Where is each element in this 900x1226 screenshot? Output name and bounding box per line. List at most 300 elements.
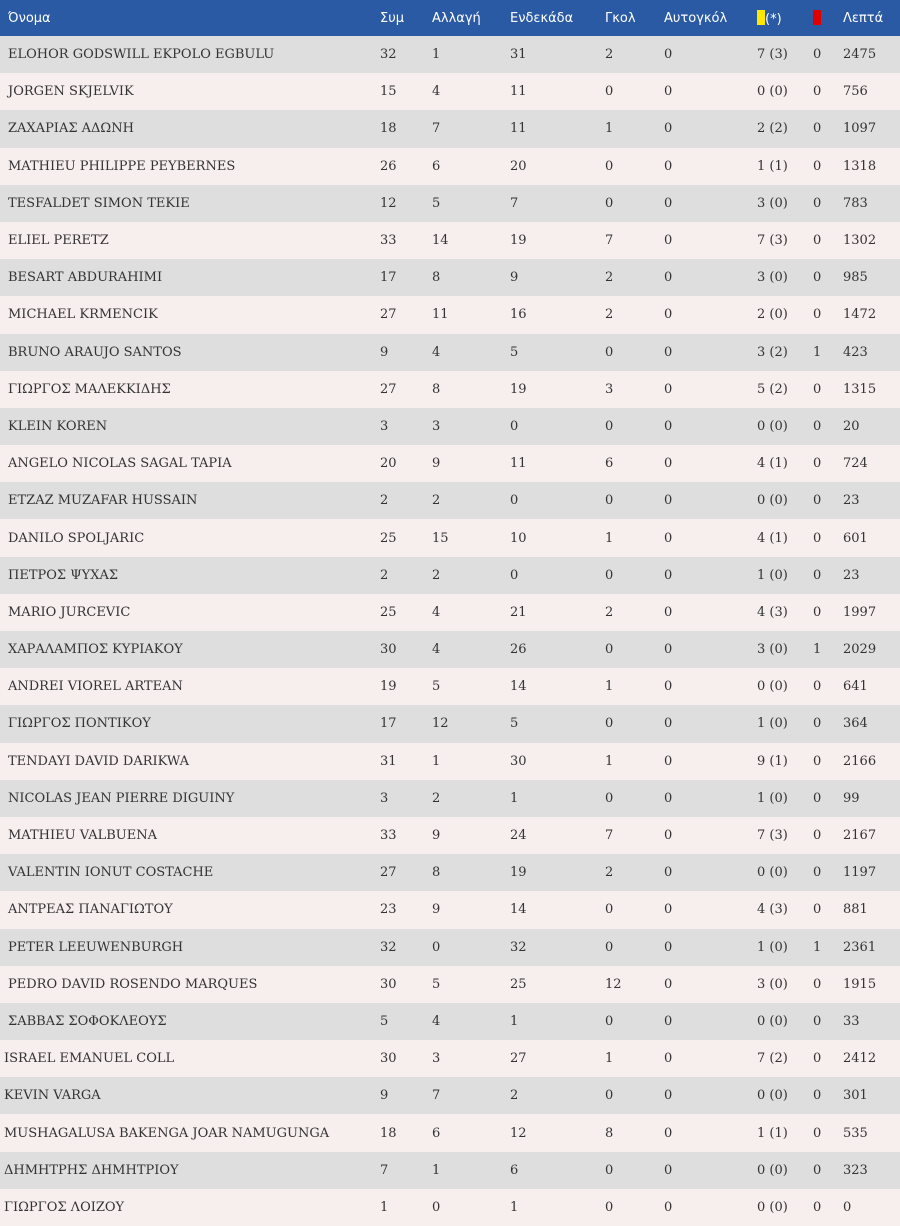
player-subs: 4 — [432, 631, 510, 668]
player-starts: 14 — [510, 668, 605, 705]
player-name[interactable]: VALENTIN IONUT COSTACHE — [0, 854, 380, 891]
player-red-cards: 0 — [813, 557, 843, 594]
player-starts: 0 — [510, 557, 605, 594]
player-minutes: 33 — [843, 1003, 900, 1040]
player-own-goals: 0 — [664, 1114, 757, 1151]
player-goals: 0 — [605, 780, 664, 817]
player-name[interactable]: ISRAEL EMANUEL COLL — [0, 1040, 380, 1077]
table-row[interactable] — [0, 705, 900, 742]
player-red-cards: 0 — [813, 705, 843, 742]
player-goals: 0 — [605, 631, 664, 668]
player-subs: 5 — [432, 966, 510, 1003]
table-row[interactable] — [0, 408, 900, 445]
table-row[interactable] — [0, 929, 900, 966]
player-starts: 31 — [510, 36, 605, 73]
player-name[interactable]: ELIEL PERETZ — [0, 222, 380, 259]
player-name[interactable]: BESART ABDURAHIMI — [0, 259, 380, 296]
table-row[interactable] — [0, 557, 900, 594]
player-starts: 9 — [510, 259, 605, 296]
header-starts[interactable]: Ενδεκάδα — [510, 0, 605, 36]
player-name[interactable]: NICOLAS JEAN PIERRE DIGUINY — [0, 780, 380, 817]
red-card-icon — [813, 10, 821, 25]
player-goals: 2 — [605, 296, 664, 333]
player-goals: 0 — [605, 1003, 664, 1040]
player-starts: 21 — [510, 594, 605, 631]
player-minutes: 323 — [843, 1152, 900, 1189]
player-subs: 2 — [432, 780, 510, 817]
player-minutes: 1315 — [843, 371, 900, 408]
player-subs: 5 — [432, 668, 510, 705]
player-subs: 6 — [432, 148, 510, 185]
player-yellow-cards: 3 (0) — [757, 185, 813, 222]
player-own-goals: 0 — [664, 817, 757, 854]
player-goals: 12 — [605, 966, 664, 1003]
player-yellow-cards: 3 (2) — [757, 334, 813, 371]
player-minutes: 756 — [843, 73, 900, 110]
player-starts: 12 — [510, 1114, 605, 1151]
player-subs: 3 — [432, 408, 510, 445]
player-minutes: 724 — [843, 445, 900, 482]
header-yellow-cards[interactable] — [757, 0, 813, 36]
player-starts: 1 — [510, 780, 605, 817]
player-minutes: 535 — [843, 1114, 900, 1151]
player-goals: 1 — [605, 110, 664, 147]
player-subs: 7 — [432, 1077, 510, 1114]
player-apps: 33 — [380, 817, 432, 854]
table-row[interactable] — [0, 445, 900, 482]
player-red-cards: 0 — [813, 148, 843, 185]
player-starts: 7 — [510, 185, 605, 222]
player-yellow-cards: 9 (1) — [757, 743, 813, 780]
player-own-goals: 0 — [664, 1003, 757, 1040]
player-minutes: 2167 — [843, 817, 900, 854]
player-yellow-cards: 1 (1) — [757, 1114, 813, 1151]
player-starts: 0 — [510, 482, 605, 519]
table-row[interactable] — [0, 743, 900, 780]
player-own-goals: 0 — [664, 371, 757, 408]
player-minutes: 99 — [843, 780, 900, 817]
table-row[interactable] — [0, 36, 900, 73]
player-own-goals: 0 — [664, 854, 757, 891]
player-yellow-cards: 0 (0) — [757, 482, 813, 519]
player-apps: 31 — [380, 743, 432, 780]
player-name[interactable]: ΧΑΡΑΛΑΜΠΟΣ ΚΥΡΙΑΚΟΥ — [0, 631, 380, 668]
player-yellow-cards: 4 (3) — [757, 891, 813, 928]
player-name[interactable]: KLEIN KOREN — [0, 408, 380, 445]
player-apps: 9 — [380, 334, 432, 371]
player-name[interactable]: TENDAYI DAVID DARIKWA — [0, 743, 380, 780]
header-name[interactable]: Όνομα — [0, 0, 380, 36]
table-row[interactable] — [0, 1003, 900, 1040]
player-red-cards: 0 — [813, 519, 843, 556]
player-apps: 17 — [380, 259, 432, 296]
player-minutes: 23 — [843, 557, 900, 594]
header-red-cards[interactable] — [813, 0, 843, 36]
player-goals: 0 — [605, 1189, 664, 1226]
header-subs[interactable]: Αλλαγή — [432, 0, 510, 36]
player-starts: 11 — [510, 110, 605, 147]
table-row[interactable] — [0, 296, 900, 333]
player-apps: 30 — [380, 1040, 432, 1077]
player-starts: 19 — [510, 371, 605, 408]
player-yellow-cards: 4 (3) — [757, 594, 813, 631]
player-own-goals: 0 — [664, 296, 757, 333]
player-minutes: 0 — [843, 1189, 900, 1226]
player-minutes: 1197 — [843, 854, 900, 891]
player-starts: 19 — [510, 854, 605, 891]
player-own-goals: 0 — [664, 1040, 757, 1077]
table-row[interactable] — [0, 110, 900, 147]
player-red-cards: 0 — [813, 296, 843, 333]
player-name[interactable]: ELOHOR GODSWILL EKPOLO EGBULU — [0, 36, 380, 73]
player-name[interactable]: ΠΕΤΡΟΣ ΨΥΧΑΣ — [0, 557, 380, 594]
player-goals: 2 — [605, 259, 664, 296]
header-minutes[interactable]: Λεπτά — [843, 0, 900, 36]
player-subs: 15 — [432, 519, 510, 556]
player-red-cards: 0 — [813, 222, 843, 259]
player-name[interactable]: ANGELO NICOLAS SAGAL TAPIA — [0, 445, 380, 482]
player-own-goals: 0 — [664, 36, 757, 73]
player-red-cards: 0 — [813, 408, 843, 445]
player-starts: 11 — [510, 445, 605, 482]
player-name[interactable]: ΓΙΩΡΓΟΣ ΜΑΛΕΚΚΙΔΗΣ — [0, 371, 380, 408]
player-red-cards: 0 — [813, 966, 843, 1003]
player-minutes: 641 — [843, 668, 900, 705]
player-starts: 5 — [510, 334, 605, 371]
player-apps: 2 — [380, 482, 432, 519]
player-red-cards: 0 — [813, 1152, 843, 1189]
player-minutes: 423 — [843, 334, 900, 371]
player-goals: 0 — [605, 73, 664, 110]
player-minutes: 20 — [843, 408, 900, 445]
player-red-cards: 0 — [813, 668, 843, 705]
player-goals: 3 — [605, 371, 664, 408]
player-red-cards: 1 — [813, 334, 843, 371]
player-apps: 7 — [380, 1152, 432, 1189]
player-name[interactable]: ΓΙΩΡΓΟΣ ΛΟΙΖΟΥ — [0, 1189, 380, 1226]
table-row[interactable] — [0, 73, 900, 110]
header-own-goals[interactable]: Αυτογκόλ — [664, 0, 757, 36]
player-starts: 14 — [510, 891, 605, 928]
player-goals: 7 — [605, 222, 664, 259]
player-goals: 7 — [605, 817, 664, 854]
player-goals: 0 — [605, 557, 664, 594]
player-minutes: 364 — [843, 705, 900, 742]
player-subs: 4 — [432, 1003, 510, 1040]
player-own-goals: 0 — [664, 1152, 757, 1189]
player-yellow-cards: 7 (3) — [757, 222, 813, 259]
player-own-goals: 0 — [664, 334, 757, 371]
table-row[interactable] — [0, 668, 900, 705]
player-subs: 9 — [432, 817, 510, 854]
table-row[interactable] — [0, 259, 900, 296]
player-goals: 2 — [605, 854, 664, 891]
table-row[interactable] — [0, 817, 900, 854]
player-subs: 11 — [432, 296, 510, 333]
player-minutes: 2166 — [843, 743, 900, 780]
player-apps: 27 — [380, 854, 432, 891]
player-subs: 0 — [432, 1189, 510, 1226]
player-red-cards: 0 — [813, 36, 843, 73]
player-yellow-cards: 3 (0) — [757, 259, 813, 296]
player-name[interactable]: ANDREI VIOREL ARTEAN — [0, 668, 380, 705]
player-own-goals: 0 — [664, 73, 757, 110]
player-red-cards: 0 — [813, 259, 843, 296]
player-own-goals: 0 — [664, 110, 757, 147]
player-yellow-cards: 4 (1) — [757, 519, 813, 556]
player-goals: 0 — [605, 929, 664, 966]
player-apps: 3 — [380, 780, 432, 817]
player-yellow-cards: 0 (0) — [757, 1077, 813, 1114]
player-apps: 5 — [380, 1003, 432, 1040]
player-own-goals: 0 — [664, 1077, 757, 1114]
player-starts: 32 — [510, 929, 605, 966]
table-row[interactable] — [0, 1040, 900, 1077]
player-name[interactable]: DANILO SPOLJARIC — [0, 519, 380, 556]
player-name[interactable]: BRUNO ARAUJO SANTOS — [0, 334, 380, 371]
player-starts: 6 — [510, 1152, 605, 1189]
player-goals: 8 — [605, 1114, 664, 1151]
player-subs: 5 — [432, 185, 510, 222]
player-subs: 8 — [432, 259, 510, 296]
player-subs: 3 — [432, 1040, 510, 1077]
player-subs: 9 — [432, 891, 510, 928]
player-subs: 14 — [432, 222, 510, 259]
player-goals: 2 — [605, 594, 664, 631]
player-apps: 18 — [380, 1114, 432, 1151]
player-name[interactable]: MARIO JURCEVIC — [0, 594, 380, 631]
player-own-goals: 0 — [664, 929, 757, 966]
player-minutes: 1915 — [843, 966, 900, 1003]
player-goals: 0 — [605, 148, 664, 185]
table-row[interactable] — [0, 185, 900, 222]
table-row[interactable] — [0, 482, 900, 519]
player-red-cards: 0 — [813, 445, 843, 482]
player-subs: 8 — [432, 371, 510, 408]
player-yellow-cards: 3 (0) — [757, 631, 813, 668]
player-name[interactable]: PETER LEEUWENBURGH — [0, 929, 380, 966]
table-header-row — [0, 0, 900, 36]
player-apps: 30 — [380, 966, 432, 1003]
player-yellow-cards: 3 (0) — [757, 966, 813, 1003]
player-subs: 1 — [432, 743, 510, 780]
player-own-goals: 0 — [664, 557, 757, 594]
player-name[interactable]: ETZAZ MUZAFAR HUSSAIN — [0, 482, 380, 519]
player-own-goals: 0 — [664, 631, 757, 668]
yellow-card-icon — [757, 10, 765, 25]
player-apps: 19 — [380, 668, 432, 705]
table-row[interactable] — [0, 1189, 900, 1226]
player-minutes: 881 — [843, 891, 900, 928]
player-subs: 2 — [432, 482, 510, 519]
player-apps: 20 — [380, 445, 432, 482]
player-own-goals: 0 — [664, 891, 757, 928]
table-row[interactable] — [0, 594, 900, 631]
player-minutes: 601 — [843, 519, 900, 556]
player-apps: 15 — [380, 73, 432, 110]
player-yellow-cards: 0 (0) — [757, 1189, 813, 1226]
player-goals: 0 — [605, 334, 664, 371]
player-own-goals: 0 — [664, 594, 757, 631]
player-red-cards: 0 — [813, 743, 843, 780]
player-red-cards: 0 — [813, 1003, 843, 1040]
player-subs: 6 — [432, 1114, 510, 1151]
player-own-goals: 0 — [664, 743, 757, 780]
player-minutes: 1997 — [843, 594, 900, 631]
table-row[interactable] — [0, 1114, 900, 1151]
header-apps[interactable]: Συμ — [380, 0, 432, 36]
player-subs: 9 — [432, 445, 510, 482]
player-minutes: 985 — [843, 259, 900, 296]
player-apps: 12 — [380, 185, 432, 222]
player-name[interactable]: MUSHAGALUSA BAKENGA JOAR NAMUGUNGA — [0, 1114, 380, 1151]
player-starts: 0 — [510, 408, 605, 445]
player-name[interactable]: ΑΝΤΡΕΑΣ ΠΑΝΑΓΙΩΤΟΥ — [0, 891, 380, 928]
player-goals: 0 — [605, 482, 664, 519]
player-apps: 25 — [380, 519, 432, 556]
player-apps: 32 — [380, 929, 432, 966]
table-row[interactable] — [0, 222, 900, 259]
player-apps: 25 — [380, 594, 432, 631]
player-minutes: 23 — [843, 482, 900, 519]
player-starts: 27 — [510, 1040, 605, 1077]
player-minutes: 2412 — [843, 1040, 900, 1077]
player-minutes: 1302 — [843, 222, 900, 259]
player-red-cards: 0 — [813, 110, 843, 147]
player-yellow-cards: 5 (2) — [757, 371, 813, 408]
player-own-goals: 0 — [664, 668, 757, 705]
player-yellow-cards: 1 (0) — [757, 557, 813, 594]
player-starts: 24 — [510, 817, 605, 854]
player-red-cards: 0 — [813, 73, 843, 110]
table-row[interactable] — [0, 966, 900, 1003]
player-minutes: 301 — [843, 1077, 900, 1114]
player-subs: 1 — [432, 36, 510, 73]
player-goals: 0 — [605, 891, 664, 928]
player-subs: 1 — [432, 1152, 510, 1189]
player-minutes: 1472 — [843, 296, 900, 333]
player-yellow-cards: 4 (1) — [757, 445, 813, 482]
player-own-goals: 0 — [664, 519, 757, 556]
player-own-goals: 0 — [664, 445, 757, 482]
table-row[interactable] — [0, 1077, 900, 1114]
player-apps: 17 — [380, 705, 432, 742]
player-goals: 2 — [605, 36, 664, 73]
table-row[interactable] — [0, 148, 900, 185]
player-red-cards: 0 — [813, 854, 843, 891]
player-minutes: 1318 — [843, 148, 900, 185]
player-apps: 9 — [380, 1077, 432, 1114]
player-name[interactable]: TESFALDET SIMON TEKIE — [0, 185, 380, 222]
player-own-goals: 0 — [664, 408, 757, 445]
player-own-goals: 0 — [664, 966, 757, 1003]
player-apps: 27 — [380, 371, 432, 408]
player-apps: 23 — [380, 891, 432, 928]
player-starts: 20 — [510, 148, 605, 185]
player-name[interactable]: MATHIEU VALBUENA — [0, 817, 380, 854]
table-row[interactable] — [0, 334, 900, 371]
player-yellow-cards: 1 (0) — [757, 705, 813, 742]
player-starts: 30 — [510, 743, 605, 780]
player-name[interactable]: MICHAEL KRMENCIK — [0, 296, 380, 333]
header-goals[interactable]: Γκολ — [605, 0, 664, 36]
player-goals: 1 — [605, 1040, 664, 1077]
player-name[interactable]: JORGEN SKJELVIK — [0, 73, 380, 110]
player-apps: 32 — [380, 36, 432, 73]
player-name[interactable]: MATHIEU PHILIPPE PEYBERNES — [0, 148, 380, 185]
player-own-goals: 0 — [664, 1189, 757, 1226]
player-subs: 0 — [432, 929, 510, 966]
player-red-cards: 0 — [813, 371, 843, 408]
player-apps: 3 — [380, 408, 432, 445]
player-starts: 19 — [510, 222, 605, 259]
player-yellow-cards: 7 (3) — [757, 36, 813, 73]
player-minutes: 2361 — [843, 929, 900, 966]
player-name[interactable]: PEDRO DAVID ROSENDO MARQUES — [0, 966, 380, 1003]
player-red-cards: 0 — [813, 1040, 843, 1077]
player-own-goals: 0 — [664, 222, 757, 259]
player-name[interactable]: ΓΙΩΡΓΟΣ ΠΟΝΤΙΚΟΥ — [0, 705, 380, 742]
player-name[interactable]: ΖΑΧΑΡΙΑΣ ΑΔΩΝΗ — [0, 110, 380, 147]
player-apps: 27 — [380, 296, 432, 333]
player-red-cards: 0 — [813, 1189, 843, 1226]
table-row[interactable] — [0, 780, 900, 817]
player-red-cards: 1 — [813, 929, 843, 966]
player-own-goals: 0 — [664, 482, 757, 519]
player-starts: 2 — [510, 1077, 605, 1114]
player-goals: 1 — [605, 519, 664, 556]
player-starts: 5 — [510, 705, 605, 742]
player-subs: 7 — [432, 110, 510, 147]
player-apps: 1 — [380, 1189, 432, 1226]
player-goals: 0 — [605, 408, 664, 445]
player-starts: 26 — [510, 631, 605, 668]
table-row[interactable] — [0, 519, 900, 556]
player-starts: 16 — [510, 296, 605, 333]
player-name[interactable]: KEVIN VARGA — [0, 1077, 380, 1114]
player-yellow-cards: 7 (2) — [757, 1040, 813, 1077]
player-apps: 26 — [380, 148, 432, 185]
player-goals: 0 — [605, 185, 664, 222]
player-goals: 0 — [605, 1077, 664, 1114]
player-name[interactable]: ΔΗΜΗΤΡΗΣ ΔΗΜΗΤΡΙΟΥ — [0, 1152, 380, 1189]
table-row[interactable] — [0, 854, 900, 891]
player-own-goals: 0 — [664, 148, 757, 185]
player-goals: 0 — [605, 1152, 664, 1189]
player-goals: 6 — [605, 445, 664, 482]
player-apps: 2 — [380, 557, 432, 594]
player-red-cards: 1 — [813, 631, 843, 668]
table-row[interactable] — [0, 1152, 900, 1189]
player-name[interactable]: ΣΑΒΒΑΣ ΣΟΦΟΚΛΕΟΥΣ — [0, 1003, 380, 1040]
player-yellow-cards: 2 (0) — [757, 296, 813, 333]
player-minutes: 1097 — [843, 110, 900, 147]
table-row[interactable] — [0, 631, 900, 668]
table-row[interactable] — [0, 891, 900, 928]
player-apps: 30 — [380, 631, 432, 668]
player-own-goals: 0 — [664, 185, 757, 222]
player-red-cards: 0 — [813, 185, 843, 222]
player-minutes: 2475 — [843, 36, 900, 73]
player-subs: 8 — [432, 854, 510, 891]
player-own-goals: 0 — [664, 705, 757, 742]
player-yellow-cards: 1 (0) — [757, 780, 813, 817]
player-starts: 1 — [510, 1189, 605, 1226]
player-starts: 10 — [510, 519, 605, 556]
table-row[interactable] — [0, 371, 900, 408]
player-red-cards: 0 — [813, 594, 843, 631]
player-apps: 33 — [380, 222, 432, 259]
